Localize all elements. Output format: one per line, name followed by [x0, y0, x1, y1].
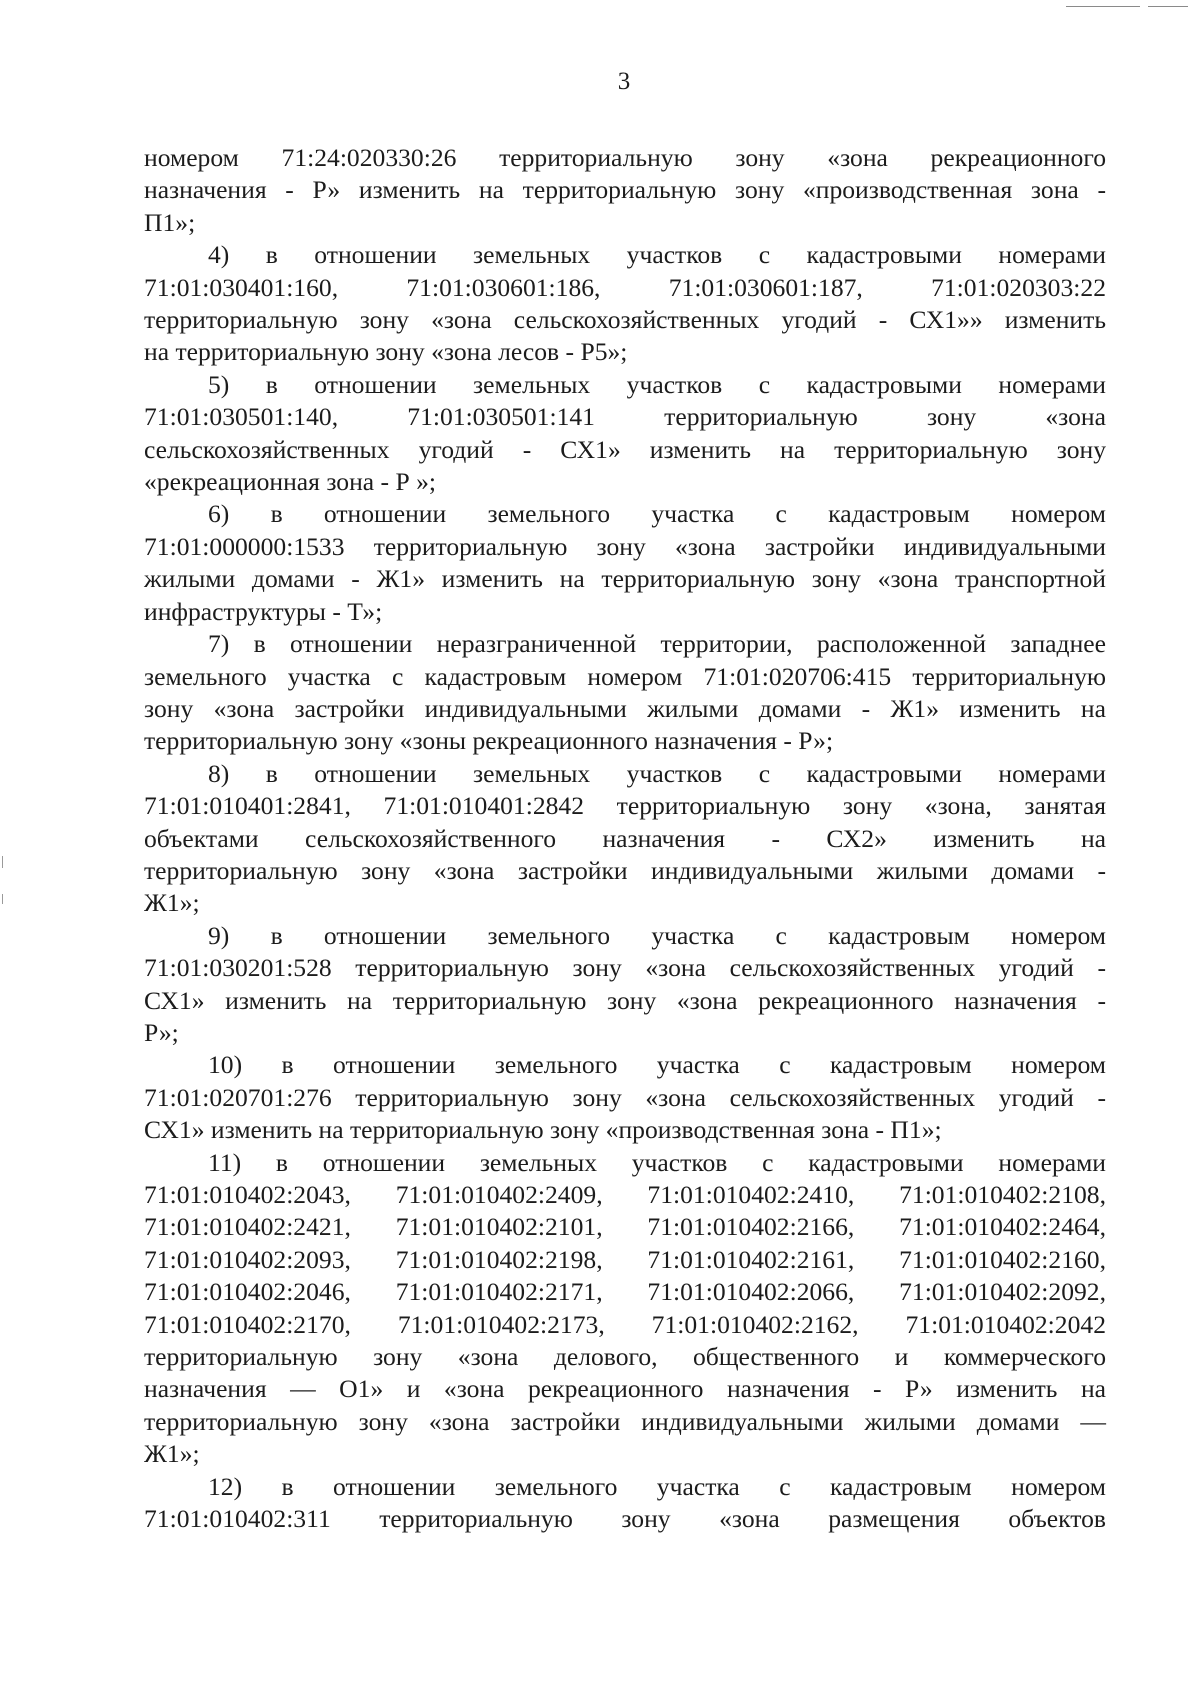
page-number: 3 — [617, 68, 631, 95]
text-line: земельного участка с кадастровым номером 71:01:020706:415 территориальную — [144, 661, 1106, 691]
text-line: 71:01:010401:2841, 71:01:010401:2842 территориальную зону «зона, занятая — [144, 791, 1106, 821]
text-line: сельскохозяйственных угодий - СХ1» изменить на территориальную зону — [144, 434, 1106, 464]
text-line: территориальную зону «зона застройки индивидуальными жилыми домами — — [144, 1406, 1106, 1436]
text-line: Р»; — [144, 1017, 179, 1047]
text-line: 71:01:010402:2421, 71:01:010402:2101, 71:01:010402:2166, 71:01:010402:2464, — [144, 1212, 1106, 1242]
text-line: СХ1» изменить на территориальную зону «производственная зона - П1»; — [144, 1115, 942, 1145]
text-line: территориальную зону «зона застройки индивидуальными жилыми домами - — [144, 855, 1106, 885]
text-line: П1»; — [144, 207, 196, 237]
text-line: 71:01:010402:2170, 71:01:010402:2173, 71:01:010402:2162, 71:01:010402:2042 — [144, 1309, 1106, 1339]
text-line: 71:01:020701:276 территориальную зону «зона сельскохозяйственных угодий - — [144, 1082, 1106, 1112]
text-line: 10) в отношении земельного участка с кадастровым номером — [208, 1050, 1106, 1080]
scan-edge-line — [1066, 6, 1140, 7]
text-line: 71:01:010402:311 территориальную зону «зона размещения объектов — [144, 1504, 1106, 1534]
text-line: 71:01:030201:528 территориальную зону «зона сельскохозяйственных угодий - — [144, 953, 1106, 983]
text-line: 6) в отношении земельного участка с кадастровым номером — [208, 499, 1106, 529]
text-line: объектами сельскохозяйственного назначения - СХ2» изменить на — [144, 823, 1106, 853]
text-line: 4) в отношении земельных участков с кадастровыми номерами — [208, 240, 1106, 270]
text-line: Ж1»; — [144, 1439, 200, 1469]
text-line: 12) в отношении земельного участка с кадастровым номером — [208, 1471, 1106, 1501]
text-line: территориальную зону «зона делового, общественного и коммерческого — [144, 1342, 1106, 1372]
text-line: назначения - Р» изменить на территориальную зону «производственная зона - — [144, 175, 1106, 205]
text-line: 71:01:010402:2043, 71:01:010402:2409, 71:01:010402:2410, 71:01:010402:2108, — [144, 1180, 1106, 1209]
text-line: 71:01:030401:160, 71:01:030601:186, 71:01:030601:187, 71:01:020303:22 — [144, 272, 1106, 302]
text-line: Ж1»; — [144, 888, 200, 918]
text-line: «рекреационная зона - Р »; — [144, 467, 437, 497]
text-line: инфраструктуры - Т»; — [144, 596, 383, 626]
text-line: 9) в отношении земельного участка с кадастровым номером — [208, 920, 1106, 950]
scan-margin-mark — [2, 856, 3, 868]
document-body — [144, 142, 1106, 1535]
text-line: назначения — О1» и «зона рекреационного назначения - Р» изменить на — [144, 1374, 1106, 1404]
text-line: на территориальную зону «зона лесов - Р5»; — [144, 337, 628, 367]
text-line: 71:01:030501:140, 71:01:030501:141 территориальную зону «зона — [144, 402, 1106, 432]
text-line: 71:01:010402:2093, 71:01:010402:2198, 71:01:010402:2161, 71:01:010402:2160, — [144, 1244, 1106, 1274]
text-line: 8) в отношении земельных участков с кадастровыми номерами — [208, 758, 1106, 788]
text-line: жилыми домами - Ж1» изменить на территориальную зону «зона транспортной — [144, 564, 1106, 594]
text-line: СХ1» изменить на территориальную зону «зона рекреационного назначения - — [144, 985, 1106, 1015]
scan-edge-line — [1148, 6, 1188, 7]
text-line: 71:01:000000:1533 территориальную зону «зона застройки индивидуальными — [144, 531, 1106, 561]
text-line: 11) в отношении земельных участков с кадастровыми номерами — [208, 1147, 1106, 1177]
text-line: 5) в отношении земельных участков с кадастровыми номерами — [208, 369, 1106, 399]
text-line: территориальную зону «зона сельскохозяйственных угодий - СХ1»» изменить — [144, 305, 1106, 335]
text-line: территориальную зону «зоны рекреационного назначения - Р»; — [144, 726, 834, 756]
text-line: номером 71:24:020330:26 территориальную зону «зона рекреационного — [144, 143, 1106, 172]
text-line: 7) в отношении неразграниченной территории, расположенной западнее — [208, 629, 1106, 659]
text-line: зону «зона застройки индивидуальными жилыми домами - Ж1» изменить на — [144, 693, 1106, 723]
scan-margin-mark — [2, 894, 3, 904]
text-line: 71:01:010402:2046, 71:01:010402:2171, 71:01:010402:2066, 71:01:010402:2092, — [144, 1277, 1106, 1307]
